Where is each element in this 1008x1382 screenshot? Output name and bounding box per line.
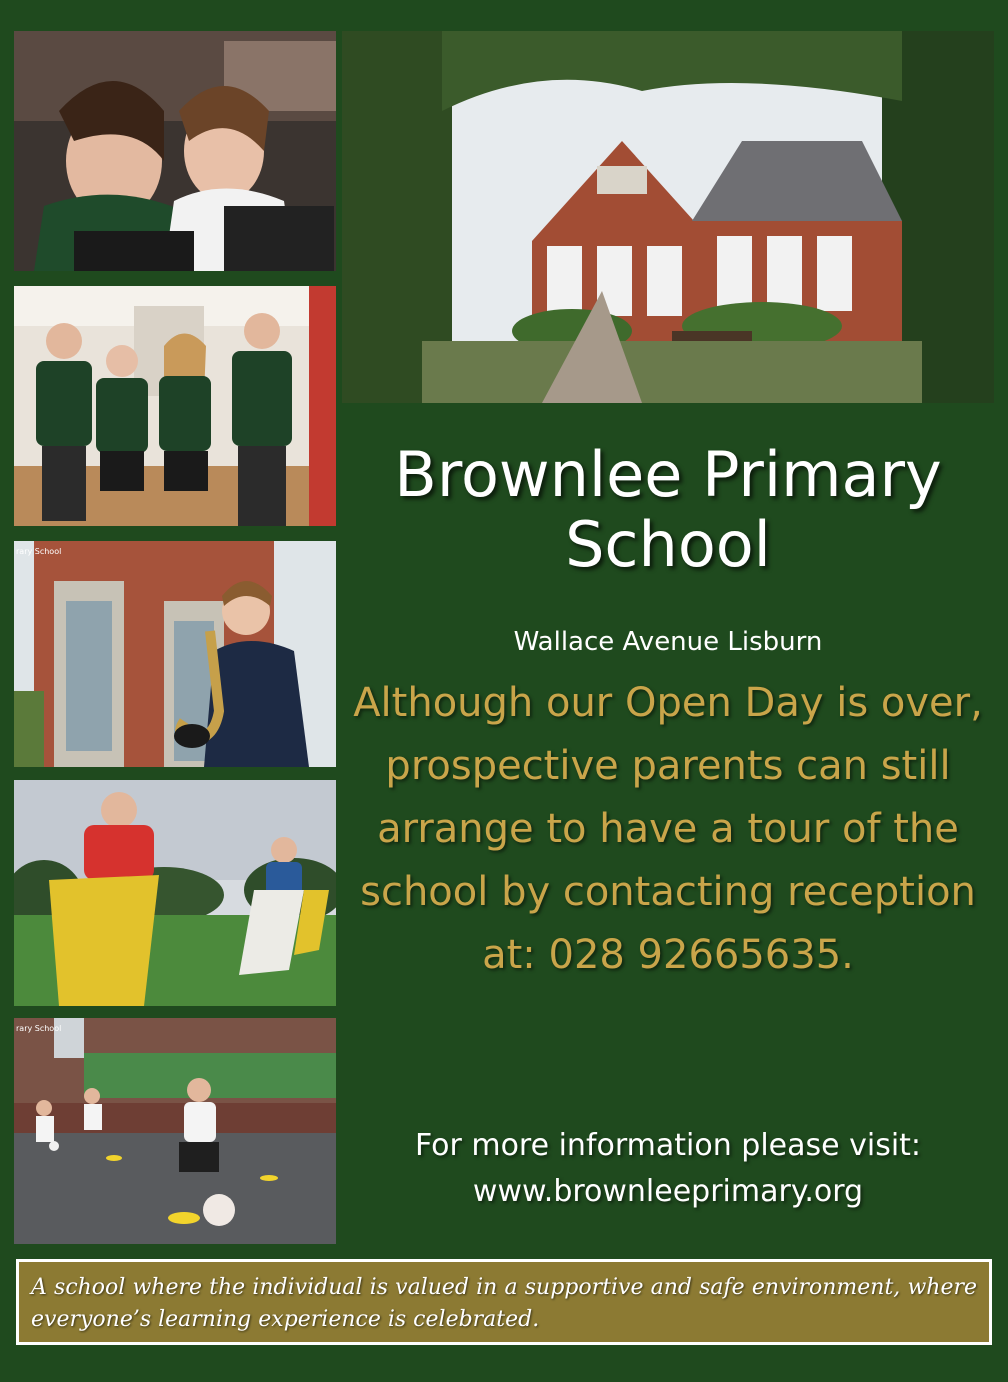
motto-box	[16, 1259, 992, 1345]
photo-playground-football	[14, 1018, 336, 1244]
photo-school-building	[342, 31, 994, 403]
photo-caption-fragment: rary School	[16, 547, 62, 556]
motto-text: A school where the individual is valued in a supportive and safe environment, where everyone’s learning experience is celebrated.	[31, 1275, 977, 1332]
more-info-text: For more information please visit:	[414, 1128, 922, 1163]
photo-pupils-laptops	[14, 31, 336, 271]
photo-pupils-corridor	[14, 286, 336, 526]
photo-sack-race	[14, 780, 336, 1006]
school-name: Brownlee Primary School	[394, 438, 942, 581]
more-info-line	[342, 1123, 994, 1215]
open-day-message: Although our Open Day is over, prospective parents can still arrange to have a tour of the school by contacting reception at: 028 92665635.	[353, 680, 983, 978]
school-address: Wallace Avenue Lisburn	[513, 627, 823, 657]
website-link[interactable]: www.brownleeprimary.org	[472, 1174, 864, 1209]
photo-pupil-saxophone	[14, 541, 336, 767]
photo-caption-fragment: rary School	[16, 1024, 62, 1033]
